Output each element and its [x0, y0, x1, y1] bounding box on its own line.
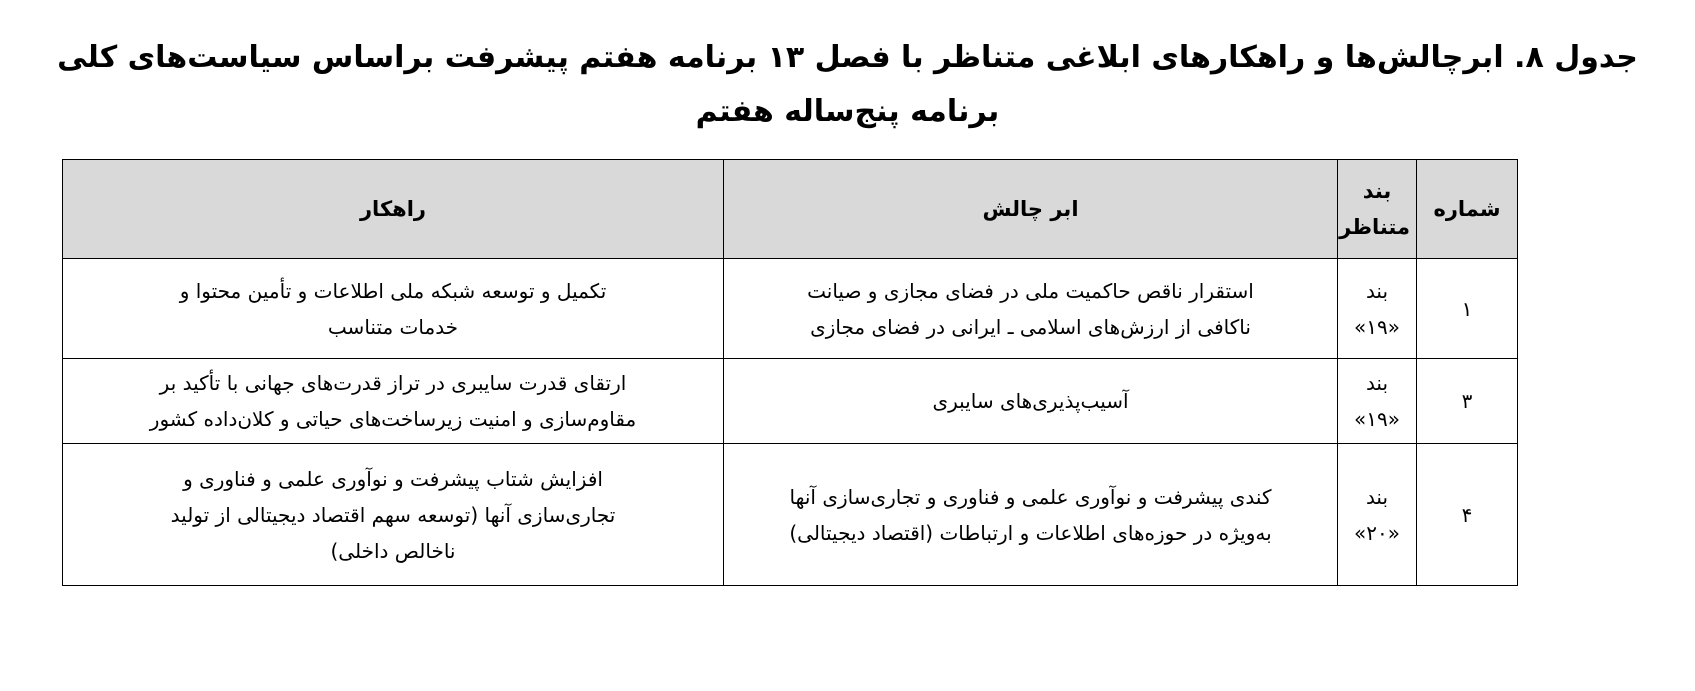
header-band-line-2: متناظر	[1339, 215, 1410, 239]
cell-number: ۱	[1417, 259, 1518, 359]
solution-line: خدمات متناسب	[327, 314, 459, 339]
solution-line: افزایش شتاب پیشرفت و نوآوری علمی و فناوری و	[183, 466, 603, 491]
table-title-line-2: برنامه پنج‌ساله هفتم	[695, 94, 1000, 129]
cell-band	[1338, 359, 1417, 444]
header-band	[1338, 160, 1417, 259]
solution-line: تکمیل و توسعه شبکه ملی اطلاعات و تأمین محتوا و	[179, 278, 607, 303]
cell-band-line-2: «۲۰»	[1354, 520, 1400, 545]
header-challenge: ابر چالش	[724, 160, 1338, 259]
table-row	[63, 359, 1518, 444]
header-number: شماره	[1417, 160, 1518, 259]
challenge-line: به‌ویژه در حوزه‌های اطلاعات و ارتباطات (اقتصاد دیجیتالی)	[789, 520, 1272, 545]
challenge-line: کندی پیشرفت و نوآوری علمی و فناوری و تجاری‌سازی آنها	[789, 484, 1272, 509]
cell-band	[1338, 444, 1417, 586]
solution-line: ناخالص داخلی)	[330, 538, 456, 563]
cell-number: ۳	[1417, 359, 1518, 444]
challenge-line: ناکافی از ارزش‌های اسلامی ـ ایرانی در فضای مجازی	[810, 314, 1251, 339]
solution-line: ارتقای قدرت سایبری در تراز قدرت‌های جهانی با تأکید بر	[159, 371, 627, 395]
cell-band-line-2: «۱۹»	[1354, 407, 1400, 431]
challenges-table	[62, 159, 1518, 586]
challenge-line: استقرار ناقص حاکمیت ملی در فضای مجازی و صیانت	[807, 278, 1254, 303]
cell-band-line-1: بند	[1365, 371, 1389, 395]
cell-challenge	[724, 444, 1338, 586]
table-row	[63, 259, 1518, 359]
cell-challenge	[724, 259, 1338, 359]
cell-band-line-1: بند	[1365, 278, 1389, 303]
table-row	[63, 444, 1518, 586]
cell-band-line-2: «۱۹»	[1354, 314, 1400, 339]
cell-band	[1338, 259, 1417, 359]
cell-solution	[63, 444, 724, 586]
header-band-line-1: بند	[1362, 179, 1392, 203]
challenge-line: آسیب‌پذیری‌های سایبری	[932, 389, 1129, 413]
cell-solution	[63, 359, 724, 444]
cell-challenge	[724, 359, 1338, 444]
solution-line: مقاوم‌سازی و امنیت زیرساخت‌های حیاتی و کلان‌داده کشور	[149, 407, 637, 431]
cell-solution	[63, 259, 724, 359]
solution-line: تجاری‌سازی آنها (توسعه سهم اقتصاد دیجیتالی از تولید	[170, 502, 616, 527]
header-solution: راهکار	[63, 160, 724, 259]
table-header-row	[63, 160, 1518, 259]
cell-band-line-1: بند	[1365, 484, 1389, 509]
table-title-line-1: جدول ۸. ابرچالش‌ها و راهکارهای ابلاغی متناظر با فصل ۱۳ برنامه هفتم پیشرفت براساس سیاست‌های کلی	[57, 40, 1638, 75]
cell-number: ۴	[1417, 444, 1518, 586]
